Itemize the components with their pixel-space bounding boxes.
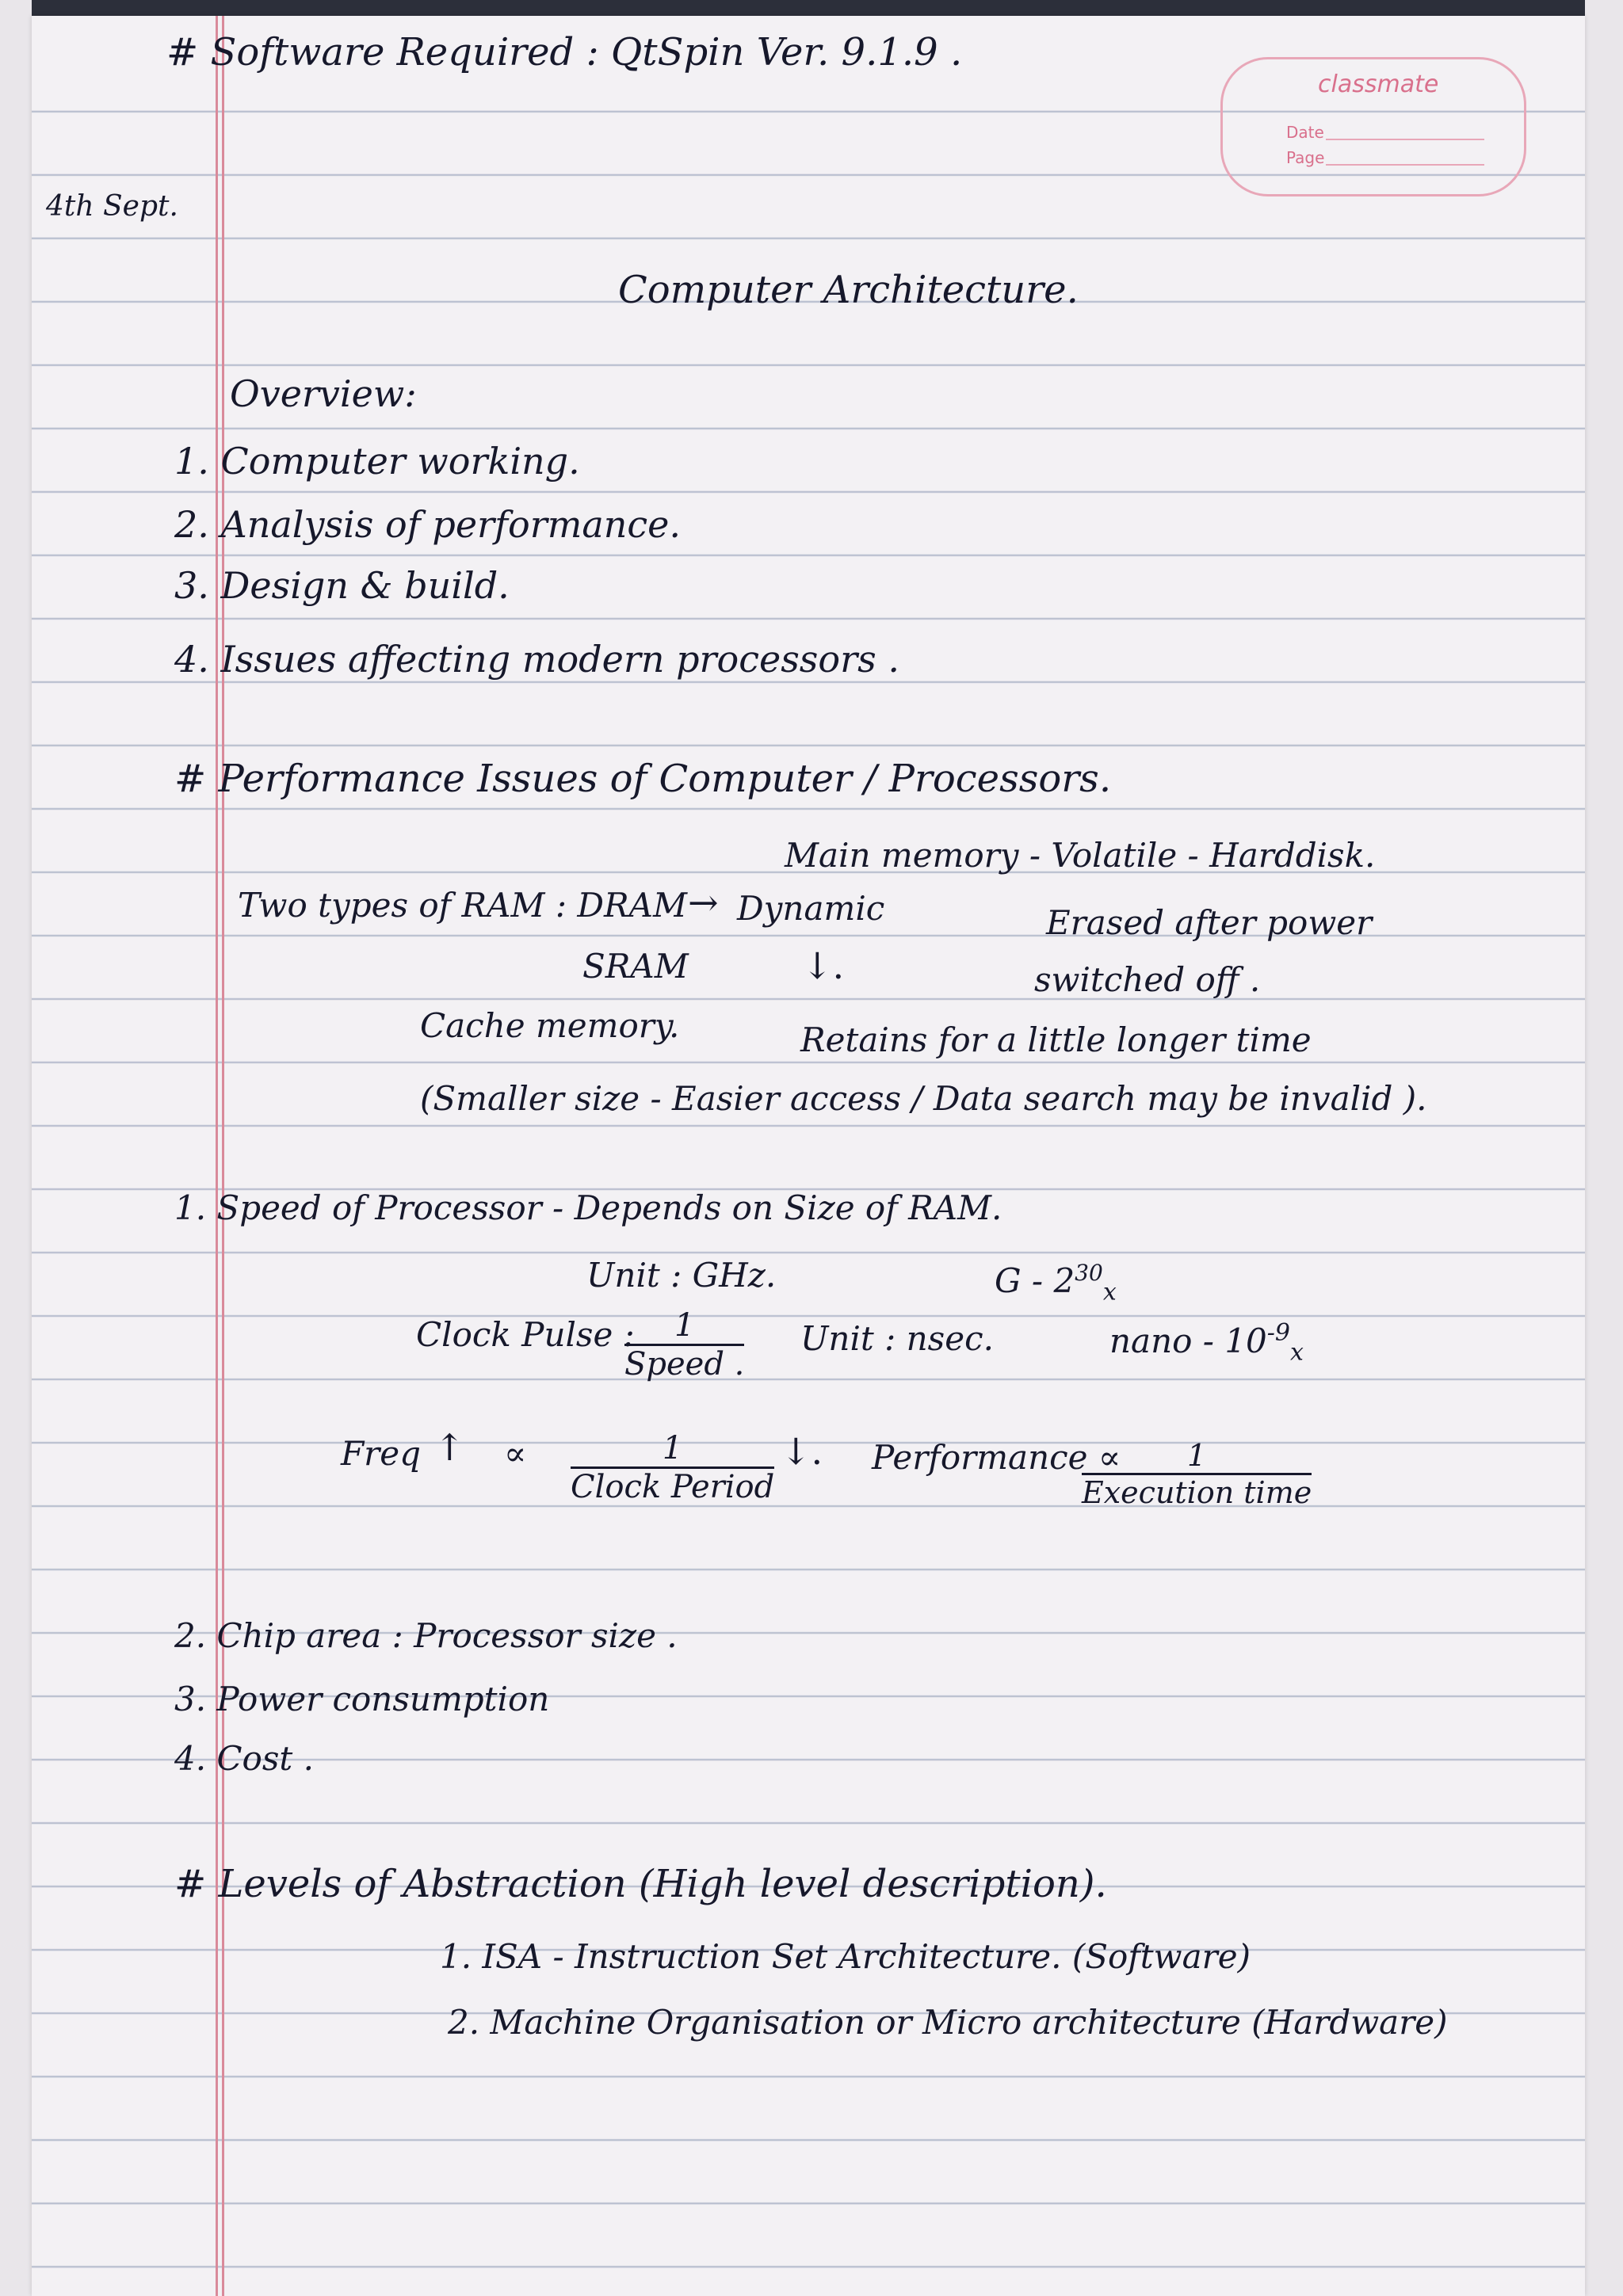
software-required: # Software Required : QtSpin Ver. 9.1.9 . [166, 30, 963, 74]
date-note: 4th Sept. [46, 190, 178, 223]
classmate-logo [1220, 57, 1526, 196]
top-edge [32, 0, 1585, 16]
abstraction-heading: # Levels of Abstraction (High level description). [174, 1862, 1107, 1906]
overview-heading: Overview: [230, 372, 417, 415]
freq-label: Freq [341, 1434, 421, 1473]
logo-date-label: Date [1286, 123, 1324, 142]
overview-item-2: 2. Analysis of performance. [174, 503, 682, 546]
cache-memory: Cache memory. [420, 1006, 680, 1045]
down-arrow-icon: ↓. [802, 944, 845, 987]
clock-pulse-label: Clock Pulse : [416, 1315, 635, 1354]
ram-types: Two types of RAM : DRAM [238, 886, 687, 925]
abstraction-item-2: 2. Machine Organisation or Micro architecture (Hardware) [448, 2003, 1448, 2042]
chip-area-item: 2. Chip area : Processor size . [174, 1616, 678, 1655]
margin-line [216, 16, 218, 2296]
down-arrow-icon: ↓. [781, 1430, 823, 1473]
power-consumption-item: 3. Power consumption [174, 1680, 550, 1718]
proportional-symbol: ∝ [504, 1434, 527, 1473]
logo-brand: classmate [1318, 71, 1439, 98]
giga-definition: G - $2^{30}_x$ [995, 1260, 1117, 1306]
up-arrow-icon: ↑ [434, 1426, 465, 1469]
clock-pulse-fraction: 1 Speed . [624, 1307, 745, 1383]
freq-fraction: 1 Clock Period [571, 1430, 775, 1505]
overview-item-1: 1. Computer working. [174, 440, 580, 482]
abstraction-item-1: 1. ISA - Instruction Set Architecture. (Software) [440, 1937, 1251, 1976]
sram-label: SRAM [582, 947, 689, 986]
erased-note: Erased after power [1046, 903, 1373, 942]
smaller-size-note: (Smaller size - Easier access / Data search may be invalid ). [420, 1079, 1427, 1118]
retains-note: Retains for a little longer time [800, 1020, 1312, 1059]
overview-item-4: 4. Issues affecting modern processors . [174, 638, 899, 681]
logo-page-label: Page [1286, 148, 1325, 167]
performance-label: Performance ∝ [872, 1438, 1121, 1477]
performance-fraction: 1 Execution time [1082, 1438, 1312, 1510]
logo-page-line [1326, 164, 1484, 166]
performance-heading: # Performance Issues of Computer / Processors. [174, 757, 1112, 801]
cost-item: 4. Cost . [174, 1739, 314, 1778]
page-title: Computer Architecture. [618, 268, 1079, 312]
unit-ghz: Unit : GHz. [586, 1256, 777, 1295]
logo-date-line [1326, 139, 1484, 140]
unit-nsec: Unit : nsec. [800, 1319, 994, 1358]
main-memory-note: Main memory - Volatile - Harddisk. [785, 836, 1376, 875]
switched-off-note: switched off . [1034, 960, 1261, 999]
right-arrow-icon: → [688, 881, 719, 924]
nano-definition: nano - $10^{-9}_x$ [1109, 1319, 1304, 1367]
dynamic-label: Dynamic [737, 889, 885, 928]
margin-line [222, 16, 224, 2296]
overview-item-3: 3. Design & build. [174, 564, 510, 607]
speed-of-processor: 1. Speed of Processor - Depends on Size of RAM. [174, 1188, 1002, 1227]
